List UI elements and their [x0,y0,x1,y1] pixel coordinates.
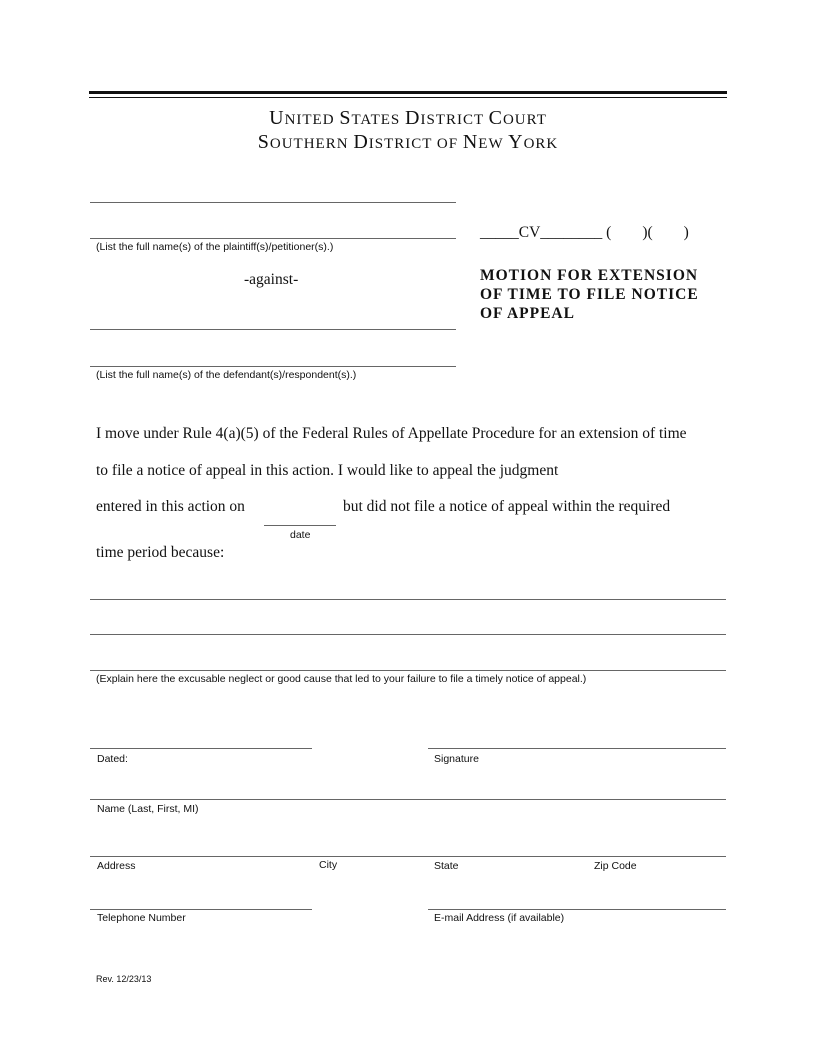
dated-field[interactable] [90,748,312,749]
city-label: City [319,859,338,871]
email-field[interactable] [428,909,726,910]
defendant-line-1[interactable] [90,329,456,330]
body-line-1: I move under Rule 4(a)(5) of the Federal Rules of Appellate Procedure for an extension of time [96,425,687,442]
telephone-label: Telephone Number [97,912,186,924]
against-label: -against- [244,271,299,288]
case-number-field[interactable]: _____CV________ ( )( ) [480,224,689,241]
motion-title [480,266,699,323]
defendant-line-2[interactable] [90,366,456,367]
motion-title-line2: OF TIME TO FILE NOTICE [480,286,699,303]
body-line-3-end: but did not file a notice of appeal within the required [343,498,671,515]
email-label: E-mail Address (if available) [434,912,565,924]
explanation-label: (Explain here the excusable neglect or good cause that led to your failure to file a timely notice of appeal.) [96,673,587,685]
name-field[interactable] [90,799,726,800]
plaintiff-line-2[interactable] [90,238,456,239]
explanation-line-1[interactable] [90,599,726,600]
state-label: State [434,860,459,872]
date-label: date [290,529,311,541]
revision-date: Rev. 12/23/13 [96,974,152,984]
defendant-label: (List the full name(s) of the defendant(s)/respondent(s).) [96,369,357,381]
signature-label: Signature [434,753,479,765]
name-label: Name (Last, First, MI) [97,803,199,815]
zip-code-label: Zip Code [594,860,637,872]
top-rule-thin [89,97,727,98]
plaintiff-line-1[interactable] [90,202,456,203]
address-field[interactable] [90,856,726,857]
body-line-2: to file a notice of appeal in this action. I would like to appeal the judgment [96,462,559,479]
court-heading-line2: SOUTHERN DISTRICT OF NEW YORK [257,131,559,153]
motion-title-line1: MOTION FOR EXTENSION [480,267,699,284]
telephone-field[interactable] [90,909,312,910]
explanation-line-2[interactable] [90,634,726,635]
explanation-line-3[interactable] [90,670,726,671]
motion-title-line3: OF APPEAL [480,305,575,322]
top-rule-thick [89,91,727,94]
plaintiff-label: (List the full name(s) of the plaintiff(s)/petitioner(s).) [96,241,334,253]
judgment-date-field[interactable] [264,525,336,526]
dated-label: Dated: [97,753,128,765]
signature-field[interactable] [428,748,726,749]
body-line-3-start: entered in this action on [96,498,245,515]
body-line-4: time period because: [96,544,225,561]
address-label: Address [97,860,136,872]
court-heading-line1: UNITED STATES DISTRICT COURT [269,107,547,129]
